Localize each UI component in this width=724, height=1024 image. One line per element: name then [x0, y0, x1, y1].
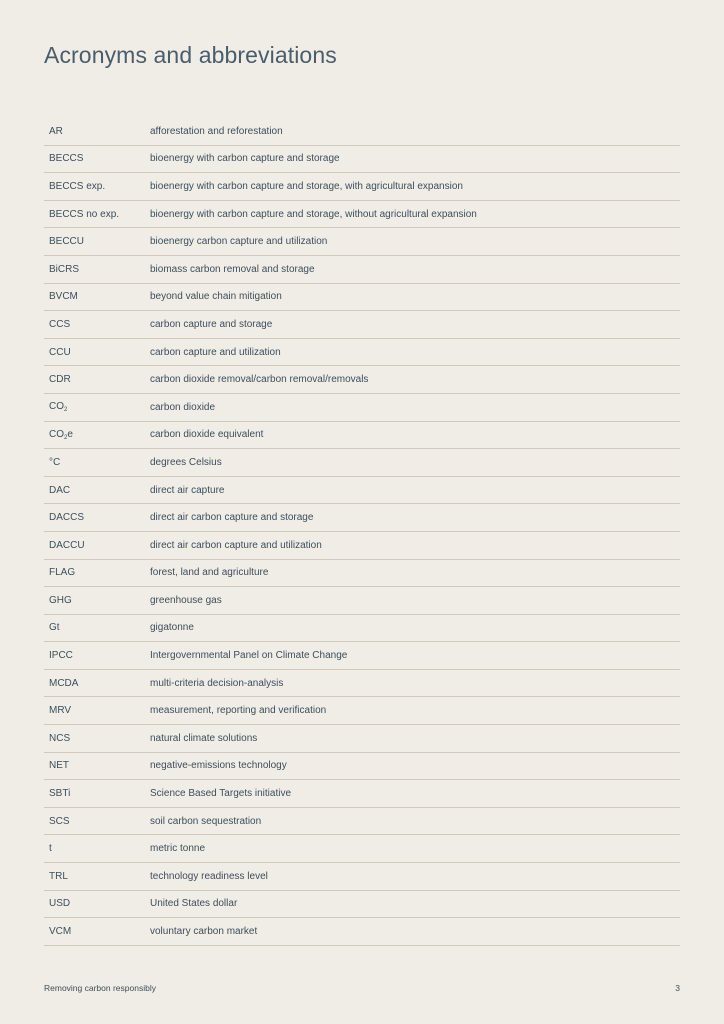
abbreviation: CDR — [49, 374, 71, 386]
abbreviation: BECCS no exp. — [49, 208, 120, 220]
definition: greenhouse gas — [150, 594, 222, 606]
definition: carbon capture and utilization — [150, 346, 281, 358]
definition: gigatonne — [150, 622, 194, 634]
abbreviation: MCDA — [49, 677, 79, 689]
definition: bioenergy carbon capture and utilization — [150, 236, 328, 248]
abbreviation: TRL — [49, 870, 68, 882]
table-row — [44, 311, 680, 339]
abbreviation: BVCM — [49, 291, 78, 303]
table-row — [44, 918, 680, 946]
abbreviation: SCS — [49, 815, 70, 827]
table-row — [44, 477, 680, 505]
definition: natural climate solutions — [150, 732, 258, 744]
abbreviation: FLAG — [49, 567, 76, 579]
page-title: Acronyms and abbreviations — [44, 42, 337, 68]
table-row — [44, 394, 680, 422]
table-row — [44, 339, 680, 367]
definition: forest, land and agriculture — [150, 567, 269, 579]
definition: bioenergy with carbon capture and storage, without agricultural expansion — [150, 208, 477, 220]
abbreviation: °C — [49, 456, 61, 468]
table-row — [44, 780, 680, 808]
abbreviation: DACCU — [49, 539, 85, 551]
table-row — [44, 697, 680, 725]
definition: direct air capture — [150, 484, 225, 496]
table-row — [44, 366, 680, 394]
definition: metric tonne — [150, 843, 206, 855]
abbreviation: BECCU — [49, 236, 85, 248]
abbreviation: NCS — [49, 732, 71, 744]
definition: Intergovernmental Panel on Climate Change — [150, 650, 348, 662]
abbreviation: BECCS — [49, 153, 84, 165]
abbreviation: NET — [49, 760, 69, 772]
abbreviation-suffix: e — [67, 428, 73, 440]
abbreviation-subscript: 2 — [64, 434, 68, 441]
definition: beyond value chain mitigation — [150, 291, 282, 303]
abbreviation: GHG — [49, 594, 72, 606]
table-row — [44, 118, 680, 146]
definition: soil carbon sequestration — [150, 815, 262, 827]
abbreviation-main: CO — [49, 401, 64, 413]
table-row — [44, 504, 680, 532]
abbreviation: USD — [49, 898, 71, 910]
definition: bioenergy with carbon capture and storage — [150, 153, 340, 165]
abbreviation — [44, 401, 150, 413]
abbreviation: CCS — [49, 318, 71, 330]
abbreviation-main: CO — [49, 428, 64, 440]
definition: degrees Celsius — [150, 456, 222, 468]
definition: measurement, reporting and verification — [150, 705, 327, 717]
definition: carbon dioxide — [150, 401, 216, 413]
definition: biomass carbon removal and storage — [150, 263, 315, 275]
abbreviation: BiCRS — [49, 263, 80, 275]
table-row — [44, 753, 680, 781]
definition: multi-criteria decision-analysis — [150, 677, 284, 689]
table-row — [44, 201, 680, 229]
abbreviation: VCM — [49, 926, 72, 938]
table-row — [44, 422, 680, 450]
table-row — [44, 256, 680, 284]
table-row — [44, 615, 680, 643]
table-row — [44, 173, 680, 201]
abbreviation: IPCC — [49, 650, 73, 662]
abbreviation: BECCS exp. — [49, 180, 106, 192]
page-number: 3 — [675, 983, 680, 993]
definition: direct air carbon capture and utilization — [150, 539, 322, 551]
table-row — [44, 808, 680, 836]
definition: technology readiness level — [150, 870, 268, 882]
table-row — [44, 863, 680, 891]
definition: Science Based Targets initiative — [150, 788, 292, 800]
table-row — [44, 642, 680, 670]
definition: bioenergy with carbon capture and storage, with agricultural expansion — [150, 180, 463, 192]
table-row — [44, 835, 680, 863]
definition: carbon dioxide equivalent — [150, 429, 264, 441]
abbreviation: t — [49, 843, 52, 855]
table-row — [44, 670, 680, 698]
table-row — [44, 725, 680, 753]
acronym-table — [44, 118, 680, 946]
abbreviation: DAC — [49, 484, 71, 496]
abbreviation: AR — [49, 125, 63, 137]
definition: afforestation and reforestation — [150, 125, 283, 137]
footer-document-title: Removing carbon responsibly — [44, 983, 156, 993]
abbreviation: SBTi — [49, 788, 71, 800]
abbreviation: DACCS — [49, 512, 85, 524]
abbreviation: MRV — [49, 705, 72, 717]
table-row — [44, 284, 680, 312]
definition: carbon capture and storage — [150, 318, 273, 330]
definition: United States dollar — [150, 898, 238, 910]
table-row — [44, 146, 680, 174]
table-row — [44, 228, 680, 256]
abbreviation: CCU — [49, 346, 71, 358]
table-row — [44, 560, 680, 588]
definition: carbon dioxide removal/carbon removal/removals — [150, 374, 369, 386]
abbreviation — [44, 429, 150, 441]
definition: negative-emissions technology — [150, 760, 287, 772]
abbreviation: Gt — [49, 622, 60, 634]
definition: voluntary carbon market — [150, 926, 258, 938]
table-row — [44, 449, 680, 477]
abbreviation-subscript: 2 — [64, 407, 68, 414]
table-row — [44, 532, 680, 560]
table-row — [44, 587, 680, 615]
table-row — [44, 891, 680, 919]
definition: direct air carbon capture and storage — [150, 512, 314, 524]
